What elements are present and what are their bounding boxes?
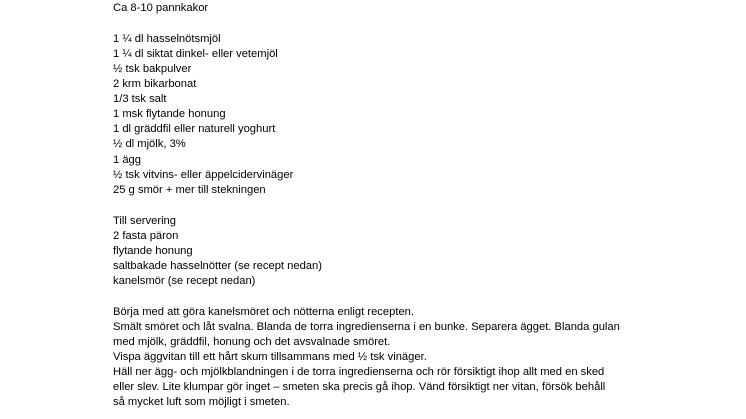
instruction-line: med mjölk, gräddfil, honung och det avsvalnade smöret. — [113, 336, 391, 348]
ingredient-line: ½ tsk vitvins- eller äppelcidervinäger — [113, 169, 294, 181]
serving-line: 2 fasta päron — [113, 230, 179, 242]
ingredient-line: 1/3 tsk salt — [113, 93, 167, 105]
ingredient-line: 1 ¼ dl siktat dinkel- eller vetemjöl — [113, 48, 278, 60]
serving-line: saltbakade hasselnötter (se recept nedan) — [113, 260, 322, 272]
ingredient-line: 1 ägg — [113, 154, 141, 166]
serving-line: flytande honung — [113, 245, 193, 257]
ingredient-line: ½ tsk bakpulver — [113, 63, 192, 75]
recipe-yield: Ca 8-10 pannkakor — [113, 2, 209, 14]
instruction-line: så mycket luft som möjligt i smeten. — [113, 396, 290, 408]
ingredient-line: ½ dl mjölk, 3% — [113, 138, 186, 150]
ingredient-line: 2 krm bikarbonat — [113, 78, 197, 90]
instruction-line: Häll ner ägg- och mjölkblandningen i de torra ingredienserna och rör försiktigt ihop allt med en sked — [113, 366, 605, 378]
instruction-line: Smält smöret och låt svalna. Blanda de torra ingredienserna i en bunke. Separera ägget. Blanda gulan — [113, 321, 620, 333]
serving-heading: Till servering — [113, 215, 176, 227]
serving-line: kanelsmör (se recept nedan) — [113, 275, 256, 287]
ingredient-line: 1 dl gräddfil eller naturell yoghurt — [113, 123, 276, 135]
instruction-line: Börja med att göra kanelsmöret och nötterna enligt recepten. — [113, 306, 414, 318]
ingredient-line: 1 msk flytande honung — [113, 108, 226, 120]
ingredient-line: 1 ¼ dl hasselnötsmjöl — [113, 33, 221, 45]
instruction-line: eller slev. Lite klumpar gör inget – smeten ska precis gå ihop. Vänd försiktigt ner vitan, försök behåll — [113, 381, 606, 393]
instruction-line: Vispa äggvitan till ett hårt skum tillsammans med ½ tsk vinäger. — [113, 351, 427, 363]
ingredient-line: 25 g smör + mer till stekningen — [113, 184, 266, 196]
